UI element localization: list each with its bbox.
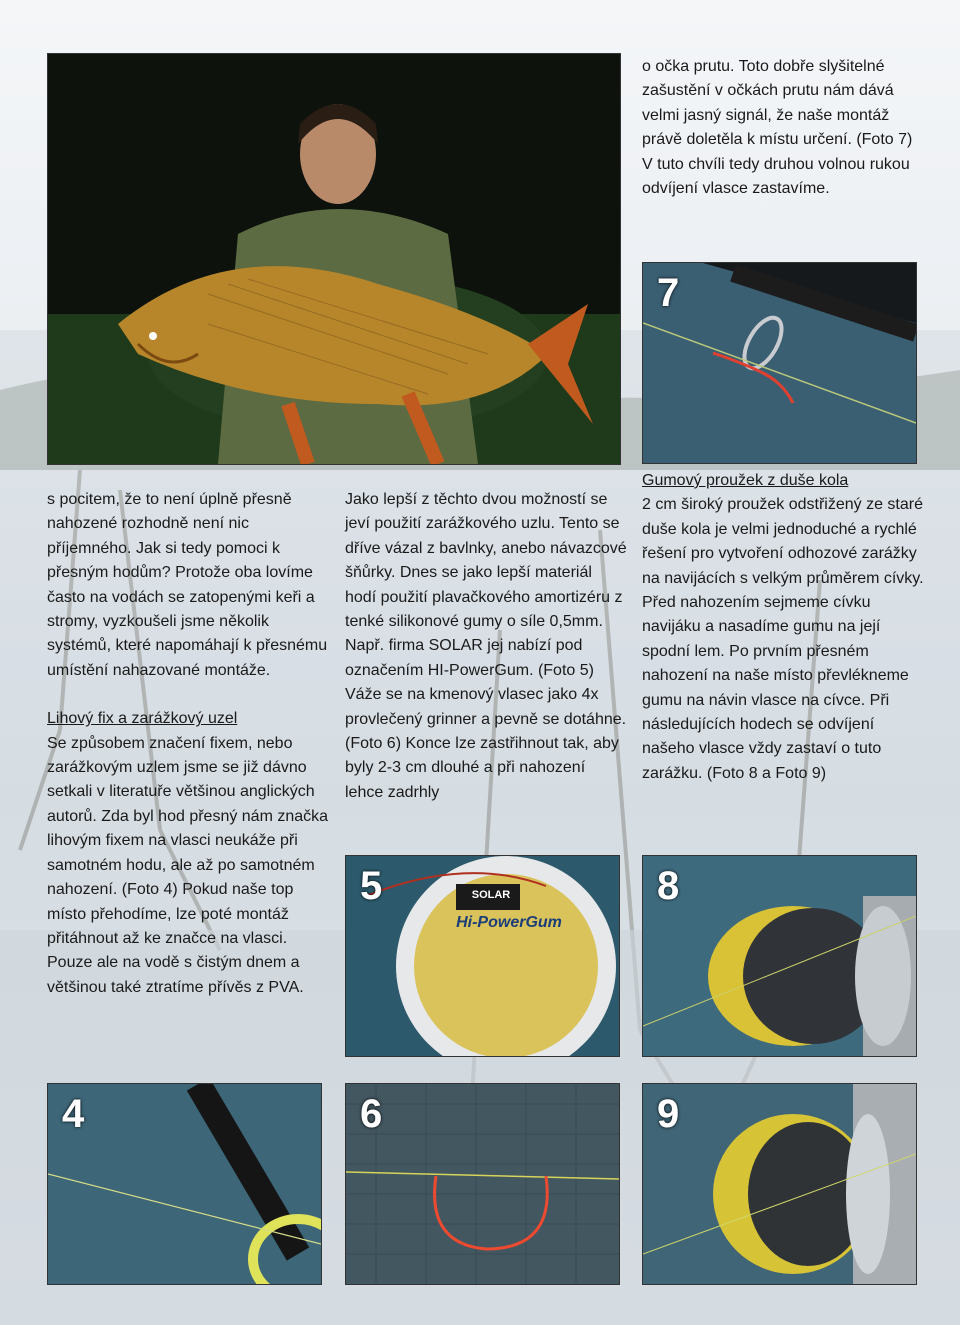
photo-9-reel-spool <box>642 1083 917 1285</box>
photo-number-7: 7 <box>657 271 680 315</box>
photo-5-powergum-spool <box>345 855 620 1057</box>
spool-brand-label: SOLAR <box>471 889 511 901</box>
left-paragraph-1: s pocitem, že to není úplně přesně nahozené rozhodně není nic příjemného. Jak si tedy pomoci k přesným hodům? Protože oba lovíme často na vodách se zatopenými keři a stromy, vyzkoušeli jsme několik systémů, které napomáhají k přesnému umístění nahazované montáže. <box>47 491 328 679</box>
photo-7-rod-tip-knot <box>642 262 917 464</box>
middle-column <box>345 488 627 805</box>
rubber-band-heading: Gumový proužek z duše kola <box>642 472 849 489</box>
photo-man-with-carp <box>47 53 621 465</box>
photo-4-marker-line <box>47 1083 322 1285</box>
photo-number-8: 8 <box>657 864 680 908</box>
right-column <box>642 469 924 786</box>
photo-number-4: 4 <box>62 1092 85 1136</box>
spool-product-label: Hi-PowerGum <box>456 914 562 931</box>
photo-number-6: 6 <box>360 1092 383 1136</box>
rubber-band-paragraph: 2 cm široký proužek odstřižený ze staré duše kola je velmi jednoduché a rychlé řešení pro vytvoření odhozové zarážky na navijácích s velkým průměrem cívky. Před nahozením sejmeme cívku navijáku a nasadíme gumu na její spodní lem. Po prvním přesném nahození na naše místo převlékneme gumu na návin vlasce na cívce. Při následujících hodech se odvíjení našeho vlasce vždy zastaví o tuto zarážku. (Foto 8 a Foto 9) <box>642 496 924 782</box>
photo-number-9: 9 <box>657 1092 680 1136</box>
photo-6-stop-knot <box>345 1083 620 1285</box>
left-paragraph-2: Se způsobem značení fixem, nebo zarážkovým uzlem jsme se již dávno setkali v literatuře většinou anglických autorů. Zda byl hod přesný nám značka lihovým fixem na vlasci neukáže při samotném hodu, ale až po samotném nahození. (Foto 4) Pokud naše top místo přehodíme, lze poté montáž přitáhnout až ke značce na vlasci. Pouze ale na vodě s čistým dnem a většinou také ztratíme přívěs z PVA. <box>47 734 329 996</box>
top-right-text <box>642 55 922 201</box>
left-column <box>47 488 332 1000</box>
photo-8-reel-spool <box>642 855 917 1057</box>
intro-paragraph: o očka prutu. Toto dobře slyšitelné zašustění v očkách prutu nám dává velmi jasný signál, že naše montáž právě doletěla k místu určení. (Foto 7) V tuto chvíli tedy druhou volnou rukou odvíjení vlasce zastavíme. <box>642 58 913 198</box>
marker-knot-heading: Lihový fix a zarážkový uzel <box>47 710 238 728</box>
photo-number-5: 5 <box>360 864 383 908</box>
middle-paragraph: Jako lepší z těchto dvou možností se jeví použití zarážkového uzlu. Tento se dříve vázal z bavlnky, anebo návazcové šňůrky. Dnes se jako lepší materiál hodí použití plavačkového amortizéru z tenké silikonové gumy o síle 0,5mm. Např. firma SOLAR jej nabízí pod označením HI-PowerGum. (Foto 5) Váže se na kmenový vlasec jako 4x provlečený grinner a pevně se dotáhne. (Foto 6) Konce lze zastřihnout tak, aby byly 2-3 cm dlouhé a při nahození lehce zadrhly <box>345 491 627 801</box>
